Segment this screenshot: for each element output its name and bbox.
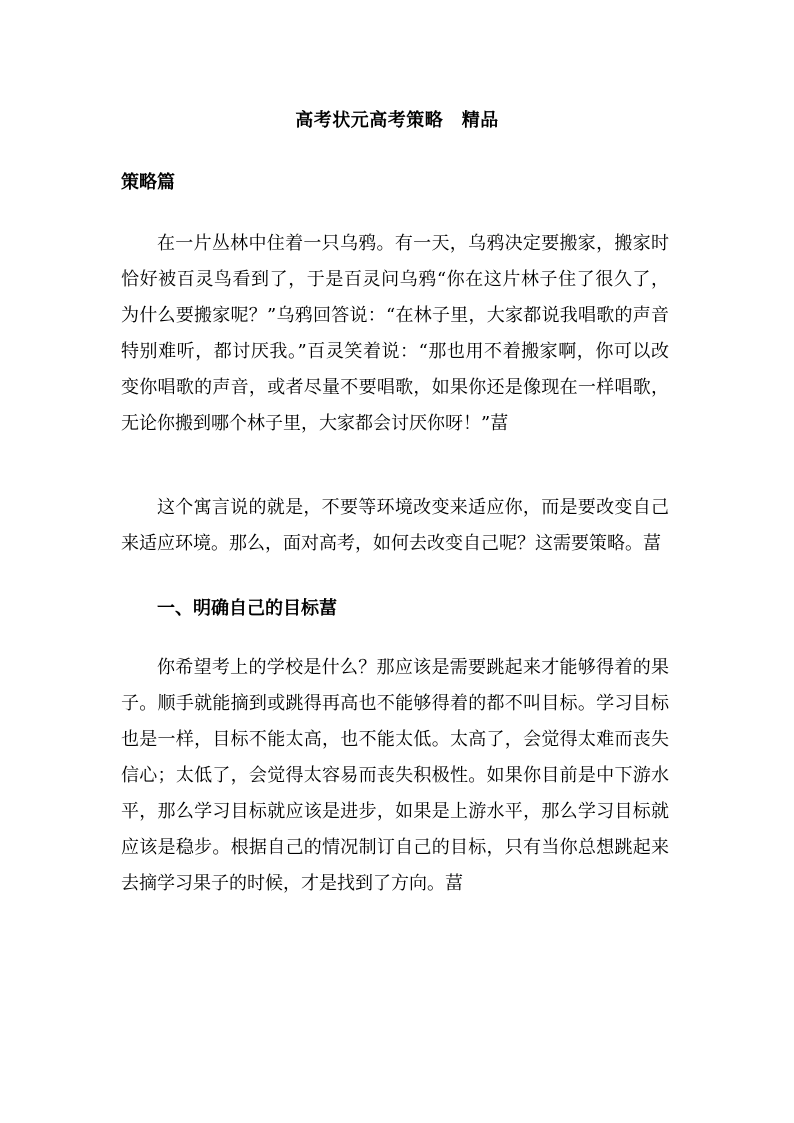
document-title: 高考状元高考策略 精品 (295, 110, 499, 131)
paragraph-fable: 在一片丛林中住着一只乌鸦。有一天，乌鸦决定要搬家，搬家时恰好被百灵鸟看到了，于是百灵问乌鸦“你在这片林子住了很久了，为什么要搬家呢？”乌鸦回答说：“在林子里，大家都说我唱歌的声音特别难听，都讨厌我。”百灵笑着说：“那也用不着搬家啊，你可以改变你唱歌的声音，或者尽量不要唱歌，如果你还是像现在一样唱歌，无论你搬到哪个林子里，大家都会讨厌你呀！”葍 (121, 233, 669, 434)
paragraph-moral: 这个寓言说的就是，不要等环境改变来适应你，而是要改变自己来适应环境。那么，面对高考，如何去改变自己呢？这需要策略。葍 (121, 497, 669, 554)
heading-clear-goal: 一、明确自己的目标葍 (157, 598, 337, 619)
paragraph-goal: 你希望考上的学校是什么？那应该是需要跳起来才能够得着的果子。顺手就能摘到或跳得再高也不能够得着的都不叫目标。学习目标也是一样，目标不能太高，也不能太低。太高了，会觉得太难而丧失信心；太低了，会觉得太容易而丧失积极性。如果你目前是中下游水平，那么学习目标就应该是进步，如果是上游水平，那么学习目标就应该是稳步。根据自己的情况制订自己的目标，只有当你总想跳起来去摘学习果子的时候，才是找到了方向。葍 (121, 657, 669, 894)
section-title: 策略篇 (121, 172, 175, 193)
